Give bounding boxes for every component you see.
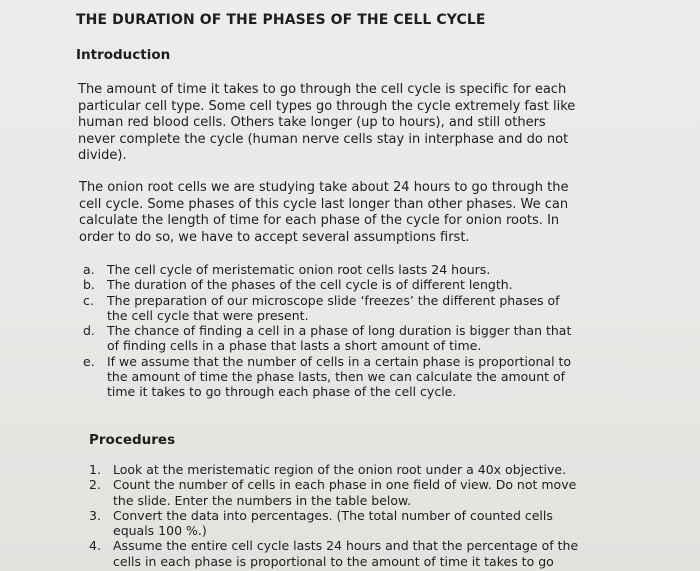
list-item-text: The cell cycle of meristematic onion root cells lasts 24 hours.: [107, 262, 491, 277]
document-title: THE DURATION OF THE PHASES OF THE CELL CYCLE: [76, 12, 486, 28]
list-item-text: the cell cycle that were present.: [107, 307, 309, 323]
list-item-text: the slide. Enter the numbers in the table below.: [113, 492, 412, 508]
list-item-text: The duration of the phases of the cell cycle is of different length.: [107, 277, 513, 293]
list-item-e: [83, 354, 571, 400]
list-item-text: cells in each phase is proportional to the amount of time it takes to go: [113, 553, 554, 569]
procedure-step-1: [89, 462, 578, 477]
list-item-text: Look at the meristematic region of the onion root under a 40x objective.: [113, 462, 567, 477]
text-line: order to do so, we have to accept several assumptions first.: [79, 229, 470, 245]
list-item-a: [83, 262, 571, 277]
text-line: The amount of time it takes to go through the cell cycle is specific for each: [78, 82, 567, 97]
list-marker: 1.: [89, 462, 101, 477]
list-item-text: The chance of finding a cell in a phase of long duration is bigger than that: [107, 323, 572, 339]
list-item-text: Convert the data into percentages. (The total number of counted cells: [113, 507, 553, 523]
list-item-b: [83, 277, 571, 292]
list-marker: 4.: [89, 538, 101, 554]
text-line: cell cycle. Some phases of this cycle last longer than other phases. We can: [79, 196, 569, 212]
text-line: calculate the length of time for each phase of the cycle for onion roots. In: [79, 213, 560, 228]
list-item-text: The preparation of our microscope slide ‘freezes’ the different phases of: [107, 292, 560, 308]
text-line: never complete the cycle (human nerve cells stay in interphase and do not: [78, 131, 569, 147]
list-item-text: time it takes to go through each phase of the cell cycle.: [107, 384, 457, 400]
assumptions-list: [83, 262, 571, 400]
text-line: particular cell type. Some cell types go through the cycle extremely fast like: [78, 98, 576, 114]
procedure-step-4: [89, 538, 578, 569]
list-item-text: If we assume that the number of cells in a certain phase is proportional to: [107, 353, 572, 369]
introduction-paragraph-2: [79, 180, 568, 246]
list-marker: c.: [83, 292, 94, 308]
list-marker: a.: [83, 262, 95, 277]
procedures-heading: Procedures: [89, 432, 176, 448]
list-item-text: Assume the entire cell cycle lasts 24 hours and that the percentage of the: [113, 538, 579, 554]
list-item-text: equals 100 %.): [113, 523, 207, 539]
list-item-c: [83, 293, 571, 324]
text-line: human red blood cells. Others take longer (up to hours), and still others: [78, 115, 546, 130]
procedures-list: [89, 462, 578, 569]
introduction-paragraph-1: [78, 82, 575, 165]
text-line: The onion root cells we are studying take about 24 hours to go through the: [79, 180, 569, 195]
list-item-text: the amount of time the phase lasts, then we can calculate the amount of: [107, 369, 566, 385]
text-line: divide).: [78, 148, 127, 163]
procedure-step-3: [89, 508, 578, 539]
introduction-heading: Introduction: [76, 47, 171, 63]
list-item-d: [83, 323, 571, 354]
list-item-text: of finding cells in a phase that lasts a short amount of time.: [107, 338, 482, 354]
list-marker: e.: [83, 353, 95, 369]
list-marker: 3.: [89, 507, 101, 523]
list-item-text: Count the number of cells in each phase in one field of view. Do not move: [113, 477, 577, 493]
procedure-step-2: [89, 477, 578, 508]
list-marker: b.: [83, 277, 95, 293]
list-marker: d.: [83, 323, 95, 339]
list-marker: 2.: [89, 477, 101, 493]
